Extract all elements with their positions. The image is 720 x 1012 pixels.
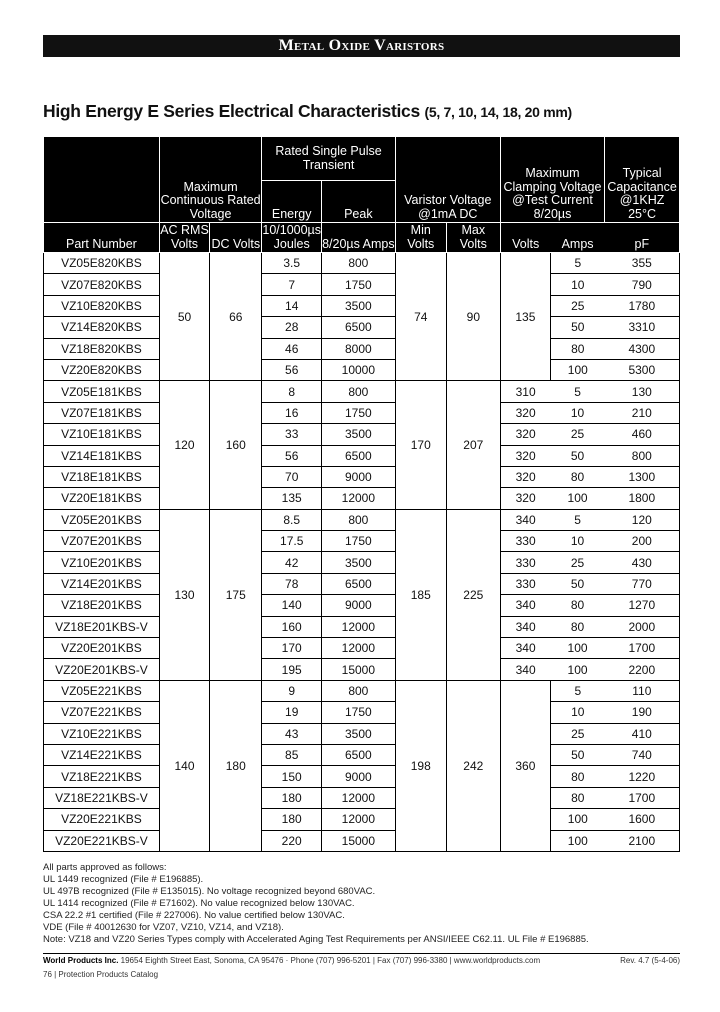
clamp-amps: 80 <box>550 466 604 487</box>
clamp-amps: 5 <box>550 381 604 402</box>
part-number: VZ05E820KBS <box>44 253 160 274</box>
clamp-amps: 25 <box>550 295 604 316</box>
note-line: UL 1414 recognized (File # E71602). No value recognized below 130VAC. <box>43 898 355 909</box>
peak-amps: 15000 <box>322 659 396 680</box>
energy-joules: 16 <box>262 402 322 423</box>
clamp-amps: 100 <box>550 809 604 830</box>
peak-amps: 6500 <box>322 744 396 765</box>
capacitance-pf: 2000 <box>605 616 680 637</box>
table-row <box>44 552 680 573</box>
capacitance-pf: 355 <box>605 253 680 274</box>
part-number: VZ18E201KBS-V <box>44 616 160 637</box>
capacitance-pf: 1270 <box>605 595 680 616</box>
table-row <box>44 787 680 808</box>
capacitance-pf: 460 <box>605 424 680 445</box>
ac-rms-volts: 130 <box>159 509 209 680</box>
table-row <box>44 317 680 338</box>
peak-amps: 12000 <box>322 488 396 509</box>
dc-volts: 180 <box>210 680 262 851</box>
approval-notes <box>43 862 589 946</box>
section-title-bar: Metal Oxide Varistors <box>43 35 680 57</box>
clamp-volts: 310 <box>500 381 550 402</box>
clamp-amps: 100 <box>550 488 604 509</box>
part-number: VZ20E221KBS <box>44 809 160 830</box>
header-max: Max Volts <box>446 223 500 253</box>
characteristics-table <box>43 136 680 852</box>
clamp-volts: 320 <box>500 424 550 445</box>
clamp-volts: 320 <box>500 445 550 466</box>
energy-joules: 70 <box>262 466 322 487</box>
header-volts: Volts <box>500 223 550 253</box>
table-row <box>44 680 680 701</box>
capacitance-pf: 790 <box>605 274 680 295</box>
clamp-amps: 25 <box>550 552 604 573</box>
table-row <box>44 295 680 316</box>
peak-amps: 9000 <box>322 595 396 616</box>
table-row <box>44 809 680 830</box>
energy-joules: 78 <box>262 573 322 594</box>
footer-catalog: 76 | Protection Products Catalog <box>43 970 159 979</box>
peak-amps: 3500 <box>322 723 396 744</box>
clamp-amps: 50 <box>550 317 604 338</box>
part-number: VZ07E221KBS <box>44 702 160 723</box>
energy-joules: 17.5 <box>262 531 322 552</box>
note-line: CSA 22.2 #1 certified (File # 227006). No value certified below 130VAC. <box>43 910 345 921</box>
part-number: VZ18E221KBS <box>44 766 160 787</box>
max-volts: 90 <box>446 253 500 381</box>
capacitance-pf: 770 <box>605 573 680 594</box>
clamp-amps: 10 <box>550 702 604 723</box>
energy-joules: 170 <box>262 638 322 659</box>
header-ac-rms: AC RMS Volts <box>160 223 209 251</box>
part-number: VZ14E820KBS <box>44 317 160 338</box>
energy-joules: 180 <box>262 787 322 808</box>
clamp-volts: 340 <box>500 595 550 616</box>
table-row <box>44 659 680 680</box>
footer-divider <box>43 953 680 954</box>
min-volts: 170 <box>395 381 446 509</box>
energy-joules: 19 <box>262 702 322 723</box>
note-line: All parts approved as follows: <box>43 862 167 873</box>
table-row <box>44 830 680 851</box>
peak-amps: 9000 <box>322 466 396 487</box>
clamp-volts: 135 <box>500 253 550 381</box>
clamp-amps: 80 <box>550 787 604 808</box>
part-number: VZ14E181KBS <box>44 445 160 466</box>
clamp-volts: 320 <box>500 488 550 509</box>
part-number: VZ18E181KBS <box>44 466 160 487</box>
energy-joules: 195 <box>262 659 322 680</box>
capacitance-pf: 210 <box>605 402 680 423</box>
part-number: VZ20E181KBS <box>44 488 160 509</box>
clamp-volts: 320 <box>500 466 550 487</box>
header-clamping: Maximum Clamping Voltage @Test Current 8/20µs <box>500 137 604 223</box>
part-number: VZ20E201KBS-V <box>44 659 160 680</box>
part-number: VZ20E221KBS-V <box>44 830 160 851</box>
header-part-number: Part Number <box>44 223 160 253</box>
table-row <box>44 359 680 380</box>
part-number: VZ20E820KBS <box>44 359 160 380</box>
part-number: VZ10E221KBS <box>44 723 160 744</box>
clamp-amps: 25 <box>550 424 604 445</box>
part-number: VZ05E221KBS <box>44 680 160 701</box>
header-amps-peak: 8/20µs Amps <box>322 223 396 253</box>
peak-amps: 8000 <box>322 338 396 359</box>
peak-amps: 800 <box>322 381 396 402</box>
peak-amps: 12000 <box>322 638 396 659</box>
clamp-volts: 340 <box>500 616 550 637</box>
clamp-amps: 80 <box>550 766 604 787</box>
energy-joules: 220 <box>262 830 322 851</box>
clamp-volts: 320 <box>500 402 550 423</box>
peak-amps: 6500 <box>322 317 396 338</box>
clamp-amps: 5 <box>550 253 604 274</box>
header-varistor-voltage: Varistor Voltage @1mA DC <box>395 137 500 223</box>
note-line: VDE (File # 40012630 for VZ07, VZ10, VZ14, and VZ18). <box>43 922 284 933</box>
part-number: VZ10E820KBS <box>44 295 160 316</box>
ac-rms-volts: 50 <box>159 253 209 381</box>
table-row <box>44 445 680 466</box>
peak-amps: 800 <box>322 253 396 274</box>
capacitance-pf: 2100 <box>605 830 680 851</box>
energy-joules: 3.5 <box>262 253 322 274</box>
table-row <box>44 573 680 594</box>
capacitance-pf: 1700 <box>605 638 680 659</box>
energy-joules: 28 <box>262 317 322 338</box>
peak-amps: 6500 <box>322 445 396 466</box>
energy-joules: 135 <box>262 488 322 509</box>
capacitance-pf: 1600 <box>605 809 680 830</box>
peak-amps: 12000 <box>322 787 396 808</box>
part-number: VZ05E181KBS <box>44 381 160 402</box>
ac-rms-volts: 140 <box>159 680 209 851</box>
table-row <box>44 274 680 295</box>
energy-joules: 140 <box>262 595 322 616</box>
capacitance-pf: 740 <box>605 744 680 765</box>
dc-volts: 175 <box>210 509 262 680</box>
capacitance-pf: 200 <box>605 531 680 552</box>
clamp-amps: 10 <box>550 531 604 552</box>
clamp-amps: 10 <box>550 402 604 423</box>
capacitance-pf: 130 <box>605 381 680 402</box>
table-row <box>44 488 680 509</box>
clamp-amps: 50 <box>550 744 604 765</box>
clamp-amps: 100 <box>550 359 604 380</box>
capacitance-pf: 2200 <box>605 659 680 680</box>
clamp-amps: 80 <box>550 595 604 616</box>
part-number: VZ10E201KBS <box>44 552 160 573</box>
clamp-amps: 80 <box>550 338 604 359</box>
energy-joules: 46 <box>262 338 322 359</box>
clamp-amps: 100 <box>550 830 604 851</box>
table-row <box>44 638 680 659</box>
capacitance-pf: 430 <box>605 552 680 573</box>
dc-volts: 160 <box>210 381 262 509</box>
table-row <box>44 702 680 723</box>
clamp-volts: 330 <box>500 552 550 573</box>
part-number: VZ07E820KBS <box>44 274 160 295</box>
capacitance-pf: 410 <box>605 723 680 744</box>
capacitance-pf: 3310 <box>605 317 680 338</box>
header-joules: 10/1000µs Joules <box>262 223 322 251</box>
max-volts: 225 <box>446 509 500 680</box>
table-row <box>44 253 680 274</box>
energy-joules: 9 <box>262 680 322 701</box>
header-blank <box>44 137 160 223</box>
note-line: UL 497B recognized (File # E135015). No voltage recognized beyond 680VAC. <box>43 886 376 897</box>
header-min: Min Volts <box>395 223 446 253</box>
peak-amps: 1750 <box>322 531 396 552</box>
table-row <box>44 338 680 359</box>
clamp-amps: 5 <box>550 509 604 530</box>
title-sizes: (5, 7, 10, 14, 18, 20 mm) <box>424 104 572 120</box>
header-peak: Peak <box>322 181 396 223</box>
footer-address: 19654 Eighth Street East, Sonoma, CA 95476 · Phone (707) 996-5201 | Fax (707) 996-3380 | www.worldproducts.com <box>120 956 541 965</box>
note-line: Note: VZ18 and VZ20 Series Types comply with Accelerated Aging Test Requirements per ANSI/IEEE C62.11. UL File # E196885. <box>43 934 589 945</box>
clamp-amps: 80 <box>550 616 604 637</box>
part-number: VZ05E201KBS <box>44 509 160 530</box>
energy-joules: 33 <box>262 424 322 445</box>
energy-joules: 14 <box>262 295 322 316</box>
capacitance-pf: 120 <box>605 509 680 530</box>
header-energy: Energy <box>262 181 322 223</box>
table-row <box>44 616 680 637</box>
part-number: VZ20E201KBS <box>44 638 160 659</box>
table-row <box>44 381 680 402</box>
page-title <box>43 101 572 122</box>
clamp-amps: 10 <box>550 274 604 295</box>
table-row <box>44 744 680 765</box>
header-rated-single: Rated Single Pulse Transient <box>262 137 395 181</box>
table-row <box>44 595 680 616</box>
capacitance-pf: 1700 <box>605 787 680 808</box>
header-max-continuous: Maximum Continuous Rated Voltage <box>159 137 262 223</box>
energy-joules: 160 <box>262 616 322 637</box>
energy-joules: 8.5 <box>262 509 322 530</box>
part-number: VZ07E181KBS <box>44 402 160 423</box>
peak-amps: 6500 <box>322 573 396 594</box>
peak-amps: 1750 <box>322 702 396 723</box>
energy-joules: 7 <box>262 274 322 295</box>
capacitance-pf: 1780 <box>605 295 680 316</box>
energy-joules: 150 <box>262 766 322 787</box>
part-number: VZ14E201KBS <box>44 573 160 594</box>
capacitance-pf: 1220 <box>605 766 680 787</box>
clamp-amps: 100 <box>550 659 604 680</box>
header-amps: Amps <box>550 223 604 253</box>
capacitance-pf: 5300 <box>605 359 680 380</box>
clamp-volts: 330 <box>500 531 550 552</box>
footer <box>43 956 680 965</box>
header-pf: pF <box>605 223 680 253</box>
clamp-volts: 360 <box>500 680 550 851</box>
table-row <box>44 424 680 445</box>
peak-amps: 3500 <box>322 552 396 573</box>
energy-joules: 56 <box>262 359 322 380</box>
max-volts: 242 <box>446 680 500 851</box>
ac-rms-volts: 120 <box>159 381 209 509</box>
min-volts: 185 <box>395 509 446 680</box>
clamp-volts: 340 <box>500 659 550 680</box>
peak-amps: 10000 <box>322 359 396 380</box>
peak-amps: 1750 <box>322 402 396 423</box>
energy-joules: 43 <box>262 723 322 744</box>
clamp-volts: 340 <box>500 509 550 530</box>
header-capacitance: Typical Capacitance @1KHZ 25°C <box>605 137 680 223</box>
capacitance-pf: 1800 <box>605 488 680 509</box>
table-row <box>44 766 680 787</box>
capacitance-pf: 4300 <box>605 338 680 359</box>
footer-revision: Rev. 4.7 (5-4-06) <box>620 956 680 965</box>
part-number: VZ18E201KBS <box>44 595 160 616</box>
clamp-amps: 100 <box>550 638 604 659</box>
peak-amps: 9000 <box>322 766 396 787</box>
part-number: VZ18E221KBS-V <box>44 787 160 808</box>
energy-joules: 85 <box>262 744 322 765</box>
clamp-amps: 50 <box>550 445 604 466</box>
dc-volts: 66 <box>210 253 262 381</box>
clamp-volts: 330 <box>500 573 550 594</box>
clamp-amps: 25 <box>550 723 604 744</box>
peak-amps: 3500 <box>322 295 396 316</box>
part-number: VZ07E201KBS <box>44 531 160 552</box>
min-volts: 198 <box>395 680 446 851</box>
peak-amps: 1750 <box>322 274 396 295</box>
clamp-amps: 50 <box>550 573 604 594</box>
clamp-volts: 340 <box>500 638 550 659</box>
peak-amps: 12000 <box>322 616 396 637</box>
peak-amps: 800 <box>322 509 396 530</box>
capacitance-pf: 110 <box>605 680 680 701</box>
table-row <box>44 723 680 744</box>
peak-amps: 12000 <box>322 809 396 830</box>
footer-company: World Products Inc. <box>43 956 119 965</box>
capacitance-pf: 190 <box>605 702 680 723</box>
energy-joules: 8 <box>262 381 322 402</box>
peak-amps: 15000 <box>322 830 396 851</box>
capacitance-pf: 800 <box>605 445 680 466</box>
note-line: UL 1449 recognized (File # E196885). <box>43 874 204 885</box>
table-row <box>44 466 680 487</box>
part-number: VZ18E820KBS <box>44 338 160 359</box>
energy-joules: 56 <box>262 445 322 466</box>
title-main: High Energy E Series Electrical Characteristics <box>43 101 420 121</box>
header-dc: DC Volts <box>210 223 262 253</box>
peak-amps: 3500 <box>322 424 396 445</box>
part-number: VZ14E221KBS <box>44 744 160 765</box>
table-row <box>44 402 680 423</box>
energy-joules: 42 <box>262 552 322 573</box>
max-volts: 207 <box>446 381 500 509</box>
energy-joules: 180 <box>262 809 322 830</box>
table-row <box>44 509 680 530</box>
table-row <box>44 531 680 552</box>
min-volts: 74 <box>395 253 446 381</box>
peak-amps: 800 <box>322 680 396 701</box>
clamp-amps: 5 <box>550 680 604 701</box>
capacitance-pf: 1300 <box>605 466 680 487</box>
part-number: VZ10E181KBS <box>44 424 160 445</box>
